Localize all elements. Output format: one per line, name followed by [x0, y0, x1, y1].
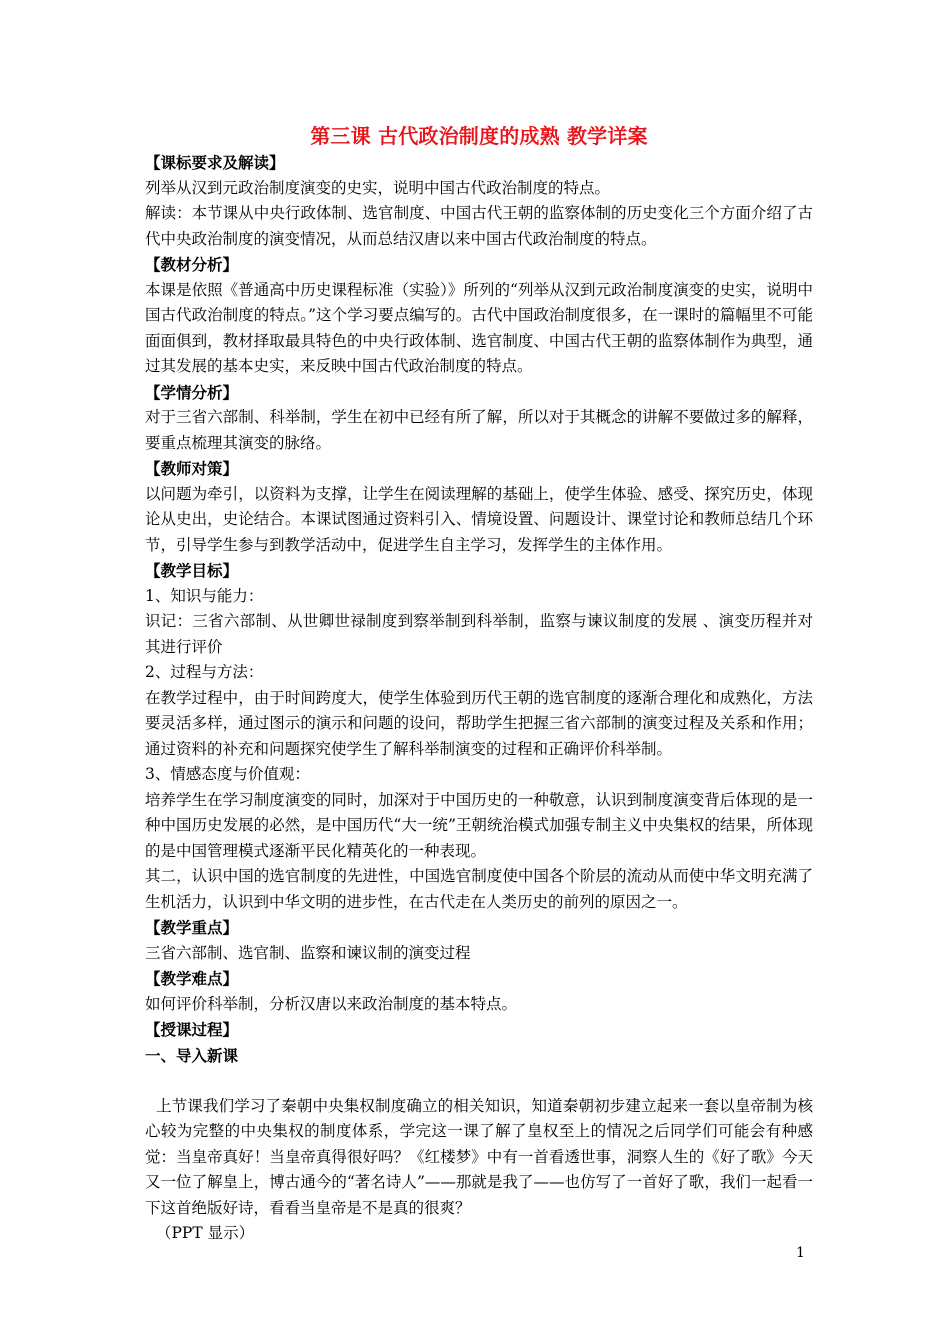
paragraph: 解读：本节课从中央行政体制、选官制度、中国古代王朝的监察体制的历史变化三个方面介绍了古代中央政治制度的演变情况，从而总结汉唐以来中国古代政治制度的特点。	[145, 204, 813, 248]
page-number: 1	[796, 1245, 805, 1261]
section-heading-teaching-goals: 【教学目标】	[145, 561, 239, 580]
paragraph: （PPT 显示）	[156, 1224, 255, 1242]
paragraph: 三省六部制、选官制、监察和谏议制的演变过程	[145, 943, 471, 962]
paragraph: 本课是依照《普通高中历史课程标准（实验）》所列的“列举从汉到元政治制度演变的史实，说明中国古代政治制度的特点。”这个学习要点编写的。古代中国政治制度很多，在一课时的篇幅里不可能面面俱到，教材择取最具特色的中央行政体制、选官制度、中国古代王朝的监察体制作为典型，通过其发展的基本史实，来反映中国古代政治制度的特点。	[145, 280, 813, 375]
section-heading-textbook-analysis: 【教材分析】	[145, 255, 239, 274]
section-heading-difficulties: 【教学难点】	[145, 969, 239, 988]
subsection-heading-intro: 一、导入新课	[145, 1045, 239, 1065]
section-heading-student-analysis: 【学情分析】	[145, 382, 239, 402]
section-heading-standards: 【课标要求及解读】	[145, 153, 285, 172]
paragraph: 培养学生在学习制度演变的同时，加深对于中国历史的一种敬意，认识到制度演变背后体现的是一种中国历史发展的必然，是中国历代“大一统”王朝统治模式加强专制主义中央集权的结果，所体现的是中国管理模式逐渐平民化精英化的一种表现。	[145, 790, 813, 860]
paragraph: 其二，认识中国的选官制度的先进性，中国选官制度使中国各个阶层的流动从而使中华文明充满了生机活力，认识到中华文明的进步性，在古代走在人类历史的前列的原因之一。	[145, 867, 813, 911]
paragraph: 识记：三省六部制、从世卿世禄制度到察举制到科举制，监察与谏议制度的发展 、演变历程并对其进行评价	[145, 612, 813, 656]
paragraph: 对于三省六部制、科举制，学生在初中已经有所了解，所以对于其概念的讲解不要做过多的解释，要重点梳理其演变的脉络。	[145, 408, 813, 452]
paragraph: 在教学过程中，由于时间跨度大，使学生体验到历代王朝的选官制度的逐渐合理化和成熟化，方法要灵活多样，通过图示的演示和问题的设问，帮助学生把握三省六部制的演变过程及关系和作用；通过资料的补充和问题探究使学生了解科举制演变的过程和正确评价科举制。	[145, 688, 813, 758]
paragraph: 列举从汉到元政治制度演变的史实，说明中国古代政治制度的特点。	[145, 178, 611, 197]
paragraph: 如何评价科举制，分析汉唐以来政治制度的基本特点。	[145, 994, 518, 1013]
spacer	[145, 1068, 813, 1094]
paragraph: 1、知识与能力：	[145, 586, 264, 605]
section-heading-teacher-strategy: 【教师对策】	[145, 459, 239, 478]
section-heading-teaching-process: 【授课过程】	[145, 1020, 239, 1039]
paragraph: 3、情感态度与价值观：	[145, 765, 310, 783]
section-heading-key-points: 【教学重点】	[145, 918, 239, 937]
paragraph: 上节课我们学习了秦朝中央集权制度确立的相关知识，知道秦朝初步建立起来一套以皇帝制为核心较为完整的中央集权的制度体系，学完这一课了解了皇权至上的情况之后同学们可能会有种感觉：当皇帝真好！当皇帝真得很好吗？《红楼梦》中有一首看透世事，洞察人生的《好了歌》今天又一位了解皇上，博古通今的“著名诗人”——那就是我了——也仿写了一首好了歌，我们一起看一下这首绝版好诗，看看当皇帝是不是真的很爽？	[145, 1096, 813, 1217]
paragraph: 2、过程与方法：	[145, 663, 264, 681]
document-page	[145, 120, 813, 1247]
document-title: 第三课 古代政治制度的成熟 教学详案	[310, 124, 648, 148]
paragraph: 以问题为牵引，以资料为支撑，让学生在阅读理解的基础上，使学生体验、感受、探究历史，体现论从史出，史论结合。本课试图通过资料引入、情境设置、问题设计、课堂讨论和教师总结几个环节，引导学生参与到教学活动中，促进学生自主学习，发挥学生的主体作用。	[145, 484, 813, 554]
